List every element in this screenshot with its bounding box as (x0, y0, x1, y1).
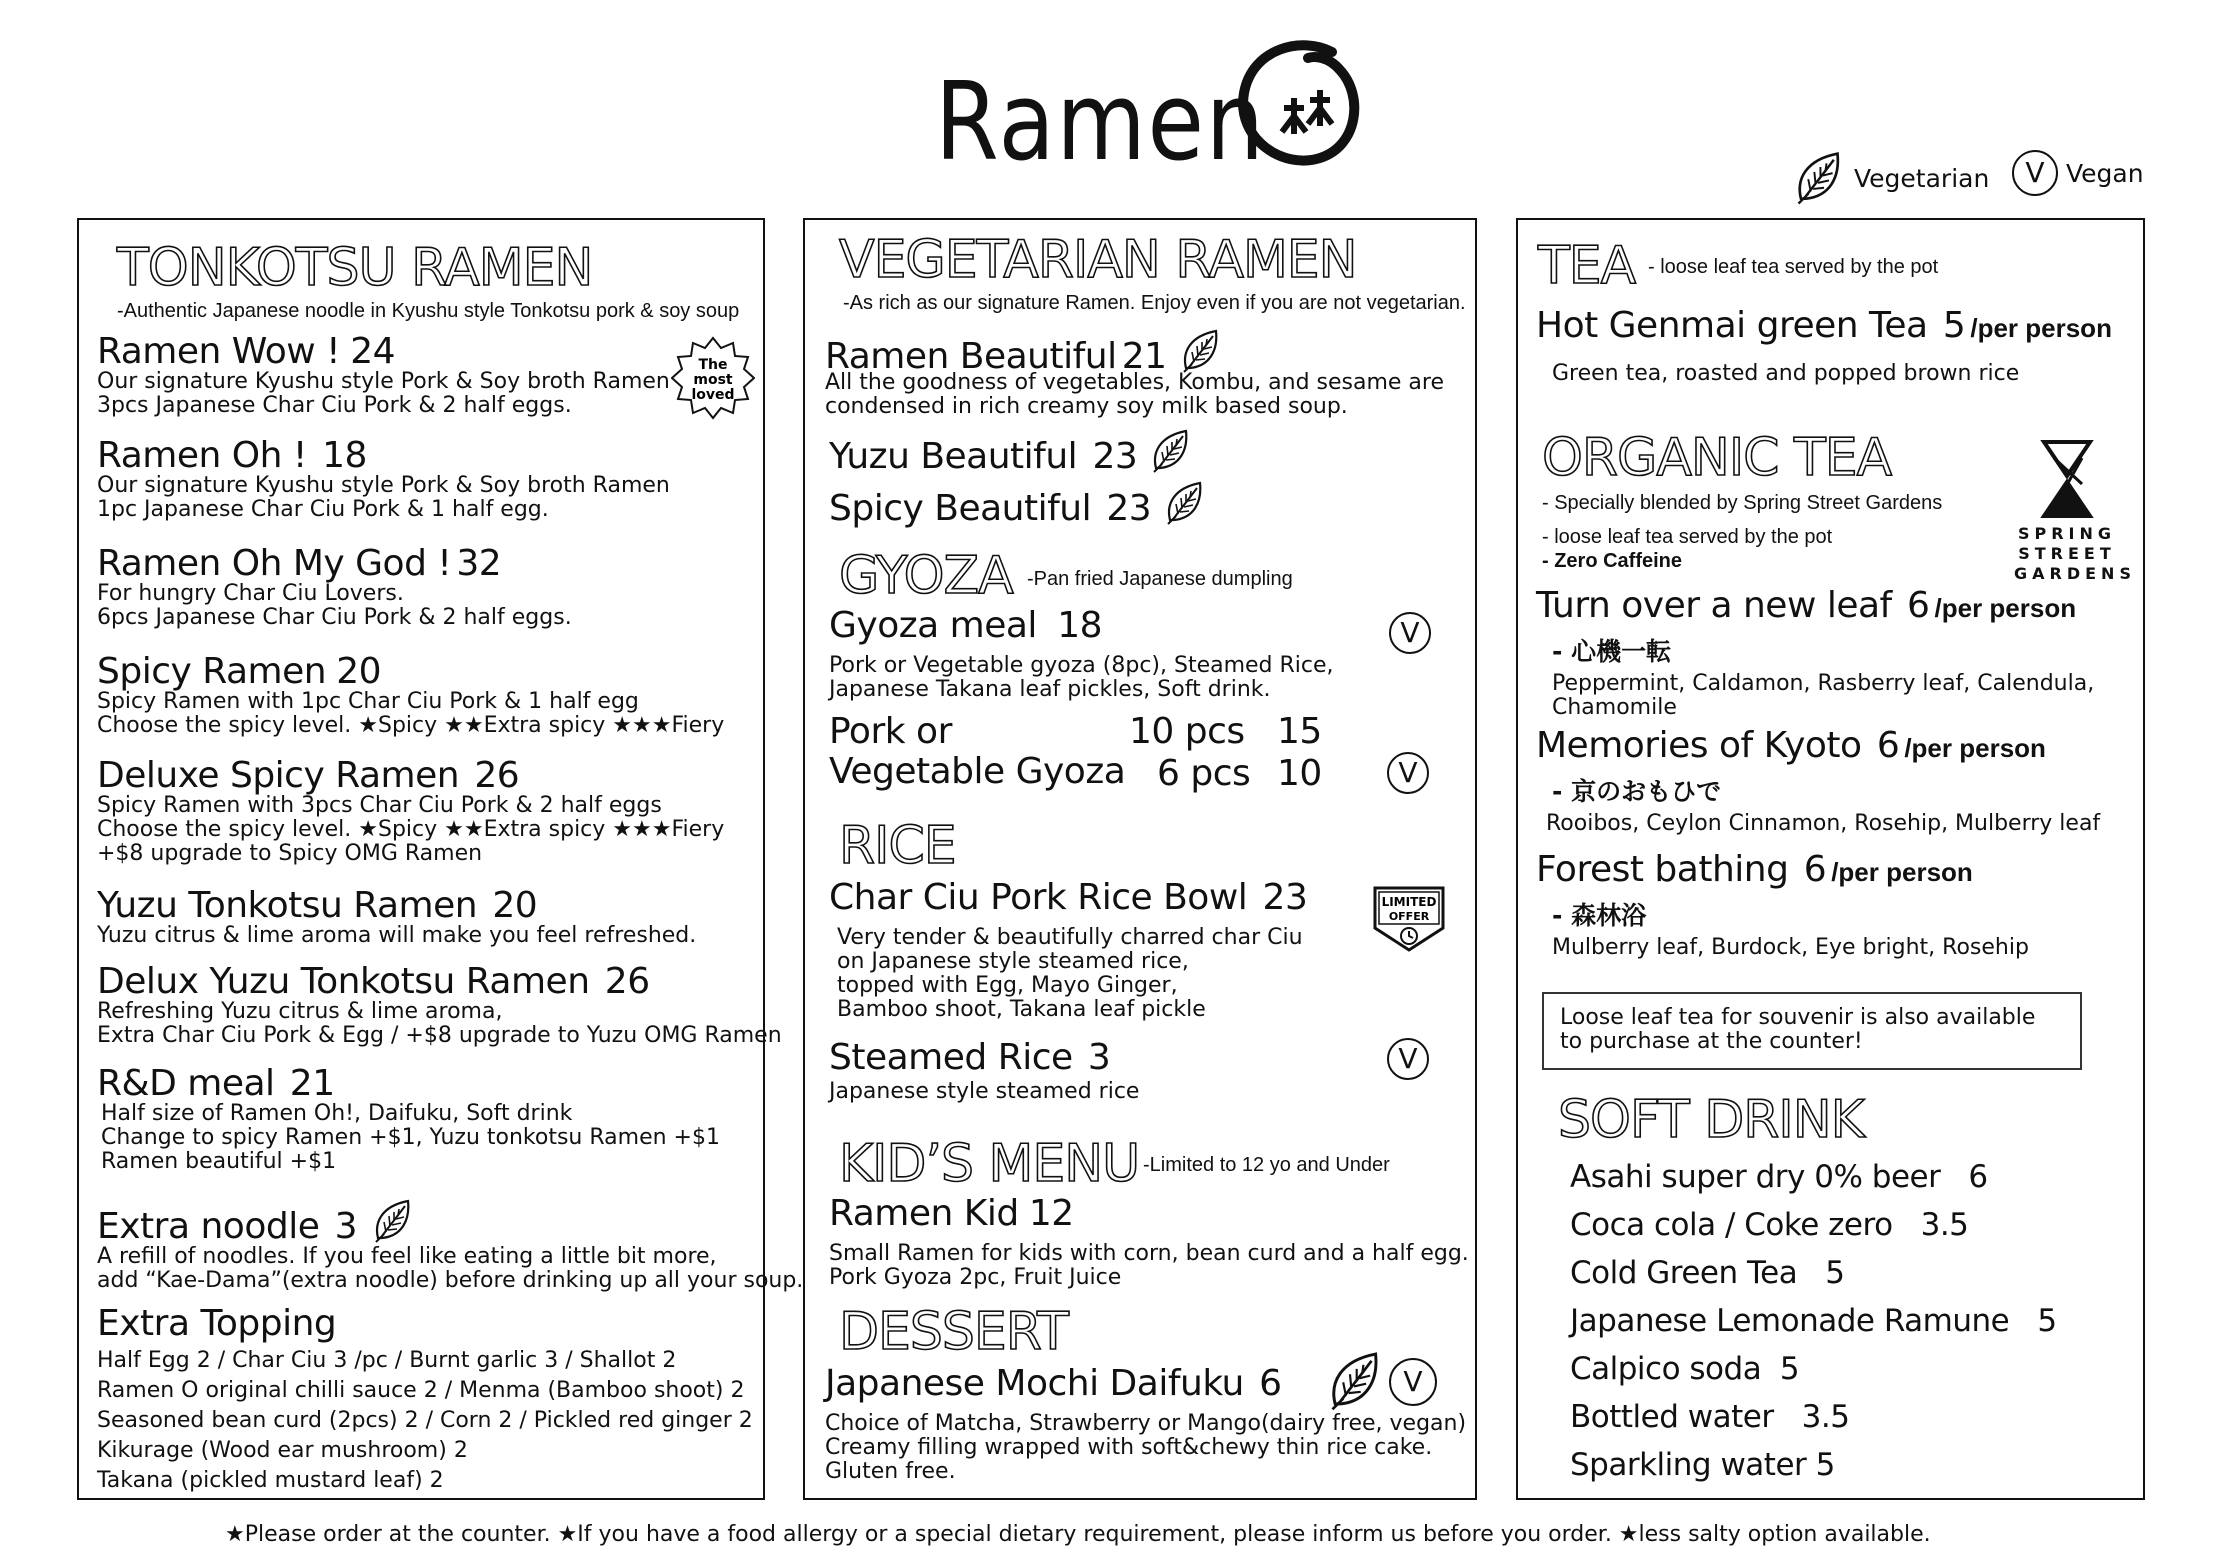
item-name: Yuzu Beautiful (829, 436, 1078, 477)
item-desc: Small Ramen for kids with corn, bean curd and a half egg. (829, 1241, 1469, 1266)
menu-item (1536, 305, 2112, 386)
legend-vegan (2012, 150, 2144, 196)
kids-subtitle: -Limited to 12 yo and Under (1143, 1154, 1390, 1176)
menu-item (97, 331, 670, 418)
menu-item (829, 1037, 1140, 1104)
item-desc: Peppermint, Caldamon, Rasberry leaf, Calendula, (1552, 671, 2095, 696)
item-name-line1: Pork or (829, 711, 952, 752)
item-desc: All the goodness of vegetables, Kombu, and sesame are (825, 370, 1445, 395)
item-jp-name: - 森林浴 (1552, 901, 1647, 930)
vegan-icon: V (2012, 150, 2058, 196)
item-desc: Choose the spicy level. ★Spicy ★★Extra spicy ★★★Fiery (97, 713, 725, 738)
menu-item (97, 651, 725, 738)
item-desc: Rooibos, Ceylon Cinnamon, Rosehip, Mulberry leaf (1546, 811, 2101, 836)
item-desc: Refreshing Yuzu citrus & lime aroma, (97, 999, 503, 1024)
notice-line: to purchase at the counter! (1560, 1029, 1863, 1054)
badge-bottom-text: OFFER (1388, 910, 1430, 923)
extra-topping (97, 1303, 753, 1496)
item-name: Ramen Oh ! (97, 435, 307, 476)
item-name: Ramen Beautiful (825, 336, 1117, 377)
gyoza-qty-10: 10 pcs (1129, 711, 1245, 752)
most-loved-badge-icon (671, 336, 755, 420)
item-desc: Very tender & beautifully charred char Ciu (837, 925, 1303, 950)
item-desc: Spicy Ramen with 3pcs Char Ciu Pork & 2 half eggs (97, 793, 662, 818)
tea-subtitle: - loose leaf tea served by the pot (1648, 256, 1939, 278)
item-desc: For hungry Char Ciu Lovers. (97, 581, 404, 606)
item-price: 5 (1942, 305, 1966, 346)
soft-drink-title: SOFT DRINK (1558, 1090, 1864, 1150)
item-desc: Mulberry leaf, Burdock, Eye bright, Rosehip (1552, 935, 2029, 960)
item-desc: on Japanese style steamed rice, (837, 949, 1189, 974)
item-desc: +$8 upgrade to Spicy OMG Ramen (97, 841, 483, 866)
item-price: 6 (1876, 725, 1900, 766)
brand-line: SPRING (2017, 524, 2117, 543)
item-price: 18 (322, 435, 367, 476)
item-desc: A refill of noodles. If you feel like eating a little bit more, (97, 1244, 717, 1269)
badge-line-2: most (693, 372, 733, 388)
drinks-panel (1516, 218, 2145, 1500)
item-desc: Pork Gyoza 2pc, Fruit Juice (829, 1265, 1122, 1290)
gyoza-subtitle: -Pan fried Japanese dumpling (1027, 568, 1293, 590)
item-name: Steamed Rice (829, 1037, 1073, 1078)
item-price: 32 (456, 543, 502, 584)
item-desc: Half size of Ramen Oh!, Daifuku, Soft drink (101, 1101, 573, 1126)
menu-item (1536, 585, 2095, 720)
item-desc: Pork or Vegetable gyoza (8pc), Steamed Rice, (829, 653, 1334, 678)
topping-line: Half Egg 2 / Char Ciu 3 /pc / Burnt garlic 3 / Shallot 2 (97, 1348, 677, 1373)
item-price: 26 (604, 961, 650, 1002)
badge-top-text: LIMITED (1381, 895, 1437, 909)
menu-item (829, 1193, 1469, 1290)
item-desc: 6pcs Japanese Char Ciu Pork & 2 half eggs. (97, 605, 572, 630)
item-desc: condensed in rich creamy soy milk based soup. (825, 394, 1348, 419)
item-name: Ramen Kid (829, 1193, 1019, 1234)
legend-vegetarian-label: Vegetarian (1854, 163, 1990, 193)
menu-item (829, 711, 1126, 792)
soft-drink-list (1570, 1159, 2057, 1498)
item-desc: topped with Egg, Mayo Ginger, (837, 973, 1178, 998)
organic-note: - Specially blended by Spring Street Gardens (1542, 492, 1943, 514)
per-person: /per person (1970, 313, 2112, 343)
brand-line: STREET (2018, 544, 2116, 563)
topping-line: Ramen O original chilli sauce 2 / Menma (Bamboo shoot) 2 (97, 1378, 745, 1403)
menu-item (97, 961, 782, 1048)
item-price: 21 (1121, 336, 1167, 377)
vegan-icon: V (1387, 1038, 1429, 1080)
item-price: 3 (1087, 1037, 1111, 1078)
item-name: Hot Genmai green Tea (1536, 305, 1928, 346)
badge-line-1: The (698, 357, 728, 373)
legend-vegetarian (1790, 150, 1989, 206)
drink-item: Calpico soda 5 (1570, 1351, 1800, 1387)
item-name: Forest bathing (1536, 849, 1789, 890)
drink-item: Bottled water 3.5 (1570, 1399, 1850, 1435)
menu-item (97, 435, 670, 522)
item-price: 3 (334, 1206, 358, 1247)
item-jp-name: - 京のおもひで (1552, 777, 1722, 806)
gyoza-price-6: 10 (1277, 753, 1322, 794)
drink-item: Japanese Lemonade Ramune 5 (1570, 1303, 2057, 1339)
menu-item (829, 480, 1204, 527)
organic-note: - Zero Caffeine (1542, 550, 1683, 572)
item-name: Ramen Oh My God ! (97, 543, 452, 584)
brand-line: GARDENS (2014, 564, 2136, 583)
menu-item (825, 328, 1444, 419)
menu-item (1536, 725, 2101, 836)
item-name: Spicy Ramen (97, 651, 327, 692)
item-name: Delux Yuzu Tonkotsu Ramen (97, 961, 590, 1002)
badge-line-3: loved (691, 387, 735, 403)
vegetarian-leaf-icon (1180, 328, 1220, 374)
item-desc: add “Kae-Dama”(extra noodle) before drinking up all your soup. (97, 1268, 804, 1293)
item-desc: Japanese Takana leaf pickles, Soft drink. (829, 677, 1271, 702)
item-name: Extra noodle (97, 1206, 320, 1247)
menu-item (97, 1063, 720, 1174)
item-name: Ramen Wow ! (97, 331, 341, 372)
per-person: /per person (1904, 733, 2046, 763)
item-desc: Our signature Kyushu style Pork & Soy broth Ramen (97, 473, 670, 498)
tonkotsu-subtitle: -Authentic Japanese noodle in Kyushu style Tonkotsu pork & soy soup (117, 300, 740, 322)
notice-line: Loose leaf tea for souvenir is also available (1560, 1005, 2036, 1030)
leaf-icon (1790, 150, 1846, 206)
item-jp-name: - 心機一転 (1552, 637, 1672, 666)
menu-item (829, 428, 1190, 475)
menu-item (97, 1198, 803, 1293)
item-desc: 1pc Japanese Char Ciu Pork & 1 half egg. (97, 497, 549, 522)
vegetarian-leaf-icon (1325, 1350, 1383, 1412)
menu-item (97, 755, 725, 866)
item-desc: Our signature Kyushu style Pork & Soy broth Ramen (97, 369, 670, 394)
organic-title: ORGANIC TEA (1542, 428, 1892, 488)
vegetarian-leaf-icon (1150, 428, 1190, 474)
item-name: Memories of Kyoto (1536, 725, 1862, 766)
item-desc: Extra Char Ciu Pork & Egg / +$8 upgrade to Yuzu OMG Ramen (97, 1023, 782, 1048)
item-desc: Spicy Ramen with 1pc Char Ciu Pork & 1 half egg (97, 689, 639, 714)
item-desc: Change to spicy Ramen +$1, Yuzu tonkotsu Ramen +$1 (101, 1125, 720, 1150)
menu-item (97, 543, 572, 630)
item-price: 12 (1028, 1193, 1074, 1234)
legend-vegan-label: Vegan (2066, 158, 2144, 188)
item-desc: Choice of Matcha, Strawberry or Mango(dairy free, vegan) (825, 1411, 1467, 1436)
rice-title: RICE (839, 816, 956, 876)
item-desc: Choose the spicy level. ★Spicy ★★Extra spicy ★★★Fiery (97, 817, 725, 842)
gyoza-title: GYOZA (839, 546, 1013, 606)
topping-title: Extra Topping (97, 1303, 337, 1344)
vegetarian-leaf-icon (1164, 480, 1204, 526)
menu-item (829, 605, 1334, 702)
item-name: Gyoza meal (829, 605, 1037, 646)
item-name-line2: Vegetable Gyoza (829, 751, 1126, 792)
tea-title: TEA (1538, 236, 1636, 296)
footer-note: ★Please order at the counter. ★If you have a food allergy or a special dietary requirement, please inform us before you order. ★less salty option available. (225, 1522, 1931, 1547)
spring-street-gardens-logo-icon (2038, 438, 2096, 520)
limited-offer-badge-icon (1371, 884, 1447, 954)
dessert-title: DESSERT (839, 1302, 1068, 1362)
souvenir-notice (1542, 992, 2082, 1070)
brand-text (2014, 524, 2136, 584)
drink-item: Sparkling water 5 (1570, 1447, 1835, 1483)
item-name: Char Ciu Pork Rice Bowl (829, 877, 1248, 918)
item-name: Turn over a new leaf (1536, 585, 1892, 626)
item-desc: Japanese style steamed rice (829, 1079, 1140, 1104)
item-desc: Creamy filling wrapped with soft&chewy thin rice cake. (825, 1435, 1433, 1460)
menu-item (829, 877, 1308, 1022)
item-desc: Chamomile (1552, 695, 1677, 720)
vegan-icon: V (1389, 612, 1431, 654)
menu-item (97, 885, 697, 948)
item-name: Yuzu Tonkotsu Ramen (97, 885, 478, 926)
item-desc: Green tea, roasted and popped brown rice (1552, 361, 2020, 386)
logo-circle-icon (1232, 38, 1366, 172)
item-name: Spicy Beautiful (829, 488, 1092, 529)
item-price: 6 (1907, 585, 1930, 626)
item-price: 6 (1259, 1363, 1282, 1404)
gyoza-qty-6: 6 pcs (1157, 753, 1251, 794)
topping-line: Seasoned bean curd (2pcs) 2 / Corn 2 / Pickled red ginger 2 (97, 1408, 753, 1433)
item-price: 26 (474, 755, 520, 796)
item-name: Deluxe Spicy Ramen (97, 755, 460, 796)
item-desc: Bamboo shoot, Takana leaf pickle (837, 997, 1206, 1022)
item-price: 23 (1106, 488, 1152, 529)
logo-text: Ramen (935, 60, 1266, 185)
per-person: /per person (1831, 857, 1973, 887)
topping-line: Kikurage (Wood ear mushroom) 2 (97, 1438, 468, 1463)
item-price: 20 (492, 885, 538, 926)
item-price: 24 (350, 331, 396, 372)
item-price: 18 (1057, 605, 1103, 646)
item-name: R&D meal (97, 1063, 275, 1104)
drink-item: Asahi super dry 0% beer 6 (1570, 1159, 1988, 1195)
organic-note: - loose leaf tea served by the pot (1542, 526, 1833, 548)
item-price: 20 (336, 651, 382, 692)
per-person: /per person (1934, 593, 2077, 623)
item-price: 23 (1262, 877, 1308, 918)
item-name: Japanese Mochi Daifuku (825, 1363, 1244, 1404)
tonkotsu-title: TONKOTSU RAMEN (117, 238, 593, 298)
drink-item: Coca cola / Coke zero 3.5 (1570, 1207, 1969, 1243)
drink-item: Cold Green Tea 5 (1570, 1255, 1845, 1291)
kids-title: KID’S MENU (839, 1134, 1140, 1194)
menu-item (1536, 849, 2029, 960)
tonkotsu-panel (77, 218, 804, 1500)
vegan-icon: V (1387, 752, 1429, 794)
gyoza-price-10: 15 (1277, 711, 1322, 752)
item-desc: Ramen beautiful +$1 (101, 1149, 337, 1174)
item-price: 21 (289, 1063, 335, 1104)
item-price: 23 (1092, 436, 1138, 477)
vegetarian-subtitle: -As rich as our signature Ramen. Enjoy even if you are not vegetarian. (843, 292, 1466, 314)
item-price: 6 (1803, 849, 1827, 890)
vegetarian-title: VEGETARIAN RAMEN (839, 230, 1357, 290)
middle-panel (803, 218, 1477, 1500)
topping-line: Takana (pickled mustard leaf) 2 (97, 1468, 444, 1493)
item-desc: Yuzu citrus & lime aroma will make you feel refreshed. (97, 923, 697, 948)
vegan-icon: V (1389, 1358, 1437, 1406)
vegetarian-leaf-icon (372, 1198, 412, 1244)
item-desc: 3pcs Japanese Char Ciu Pork & 2 half eggs. (97, 393, 572, 418)
item-desc: Gluten free. (825, 1459, 956, 1484)
